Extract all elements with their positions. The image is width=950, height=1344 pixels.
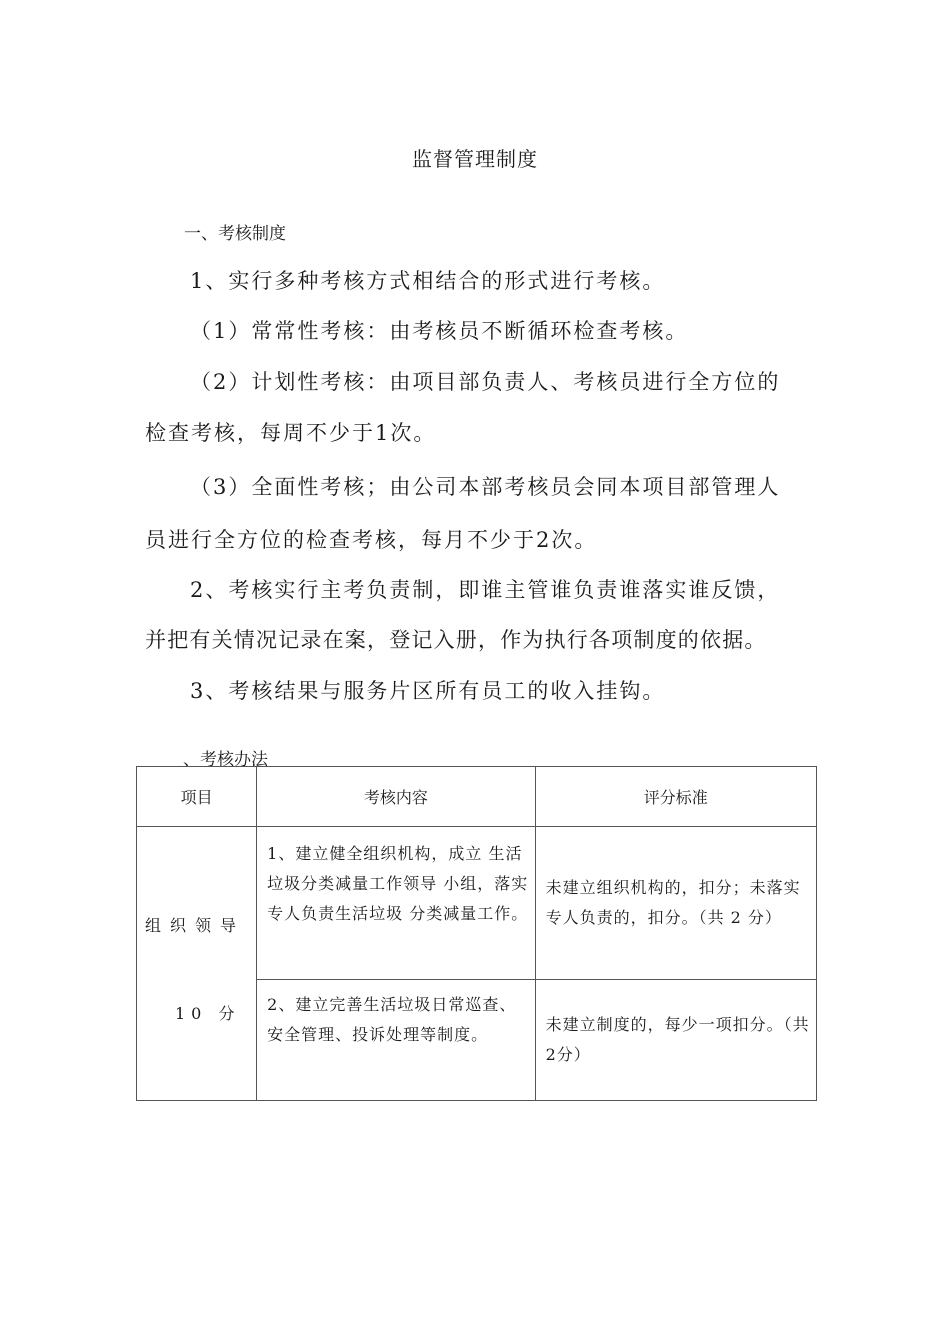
content-cell: 2、建立完善生活垃圾日常巡查、安全管理、投诉处理等制度。 — [257, 980, 535, 1101]
assessment-table — [136, 766, 817, 1101]
table-row — [137, 827, 817, 980]
paragraph-2-cont: 并把有关情况记录在案，登记入册，作为执行各项制度的依据。 — [145, 628, 767, 652]
paragraph-full-assessment-cont: 员进行全方位的检查考核，每月不少于2次。 — [145, 528, 598, 552]
header-content: 考核内容 — [257, 767, 535, 827]
paragraph-planned-assessment: （2）计划性考核：由项目部负责人、考核员进行全方位的 — [190, 370, 781, 394]
table-header-row — [137, 767, 817, 827]
standard-cell: 未建立组织机构的，扣分；未落实专人负责的，扣分。（共 2 分） — [535, 827, 816, 980]
paragraph-planned-assessment-cont: 检查考核，每周不少于1次。 — [145, 421, 437, 445]
item-score: 10 分 — [175, 1004, 241, 1023]
item-cell — [137, 827, 257, 1101]
item-name: 组织领导 — [145, 916, 246, 935]
header-item: 项目 — [137, 767, 257, 827]
section-heading-assessment-system: 一、考核制度 — [184, 224, 286, 244]
standard-cell: 未建立制度的，每少一项扣分。（共2分） — [535, 980, 816, 1101]
header-standard: 评分标准 — [535, 767, 816, 827]
section-heading-assessment-method: 、考核办法 — [183, 750, 268, 770]
paragraph-full-assessment: （3）全面性考核；由公司本部考核员会同本项目部管理人 — [190, 475, 781, 499]
paragraph-1: 1、实行多种考核方式相结合的形式进行考核。 — [190, 269, 666, 293]
paragraph-3: 3、考核结果与服务片区所有员工的收入挂钩。 — [190, 679, 666, 703]
content-cell: 1、建立健全组织机构，成立 生活垃圾分类减量工作领导 小组，落实专人负责生活垃圾 分类减量工作。 — [257, 827, 535, 980]
paragraph-2: 2、考核实行主考负责制，即谁主管谁负责谁落实谁反馈， — [190, 578, 781, 602]
paragraph-regular-assessment: （1）常常性考核：由考核员不断循环检查考核。 — [190, 319, 689, 343]
page-title: 监督管理制度 — [412, 147, 538, 171]
